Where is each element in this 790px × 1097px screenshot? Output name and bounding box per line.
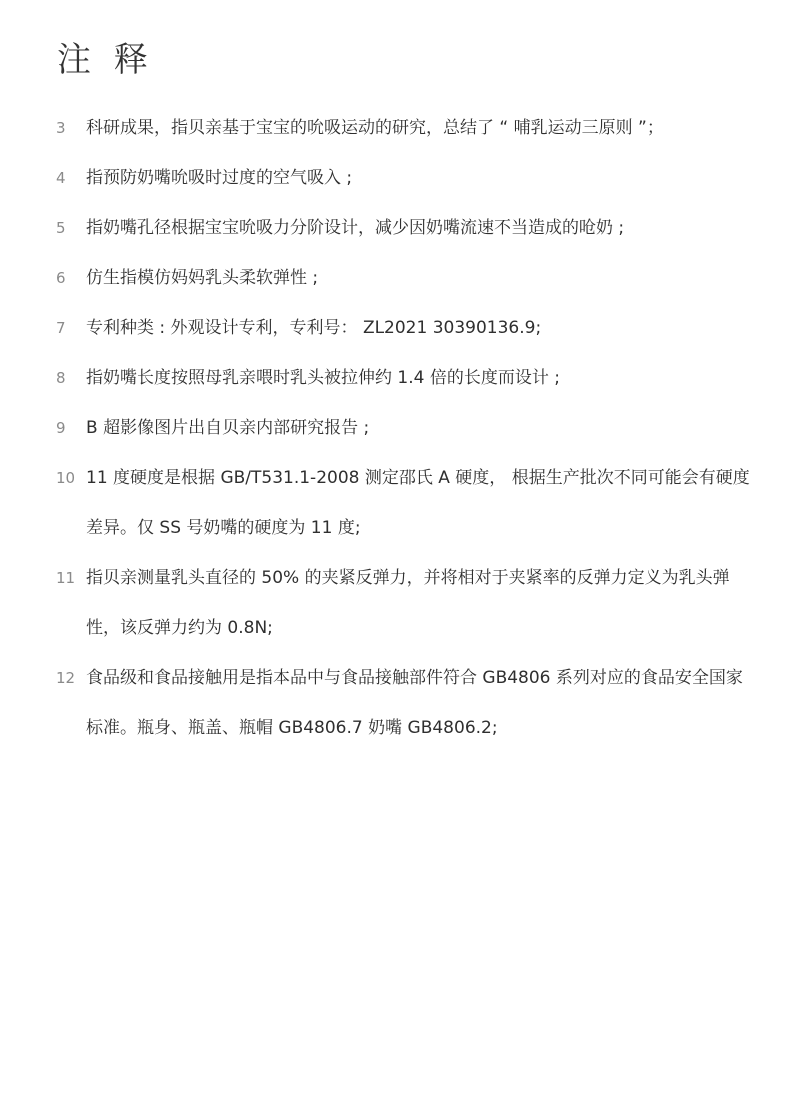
note-item <box>0 353 790 403</box>
note-item <box>0 453 790 553</box>
note-text: 指奶嘴孔径根据宝宝吮吸力分阶设计，减少因奶嘴流速不当造成的呛奶 ; <box>86 218 625 238</box>
note-number: 3 <box>56 119 66 137</box>
note-text: 食品级和食品接触用是指本品中与食品接触部件符合 GB4806 系列对应的食品安全国家标准。瓶身、瓶盖、瓶帽 GB4806.7 奶嘴 GB4806.2; <box>86 668 743 738</box>
note-item <box>0 553 790 653</box>
note-number: 5 <box>56 219 66 237</box>
note-text: 专利种类 : 外观设计专利，专利号： ZL2021 30390136.9; <box>86 318 542 338</box>
note-number: 7 <box>56 319 66 337</box>
note-item <box>0 403 790 453</box>
note-number: 6 <box>56 269 66 287</box>
note-text: 科研成果，指贝亲基于宝宝的吮吸运动的研究，总结了 “ 哺乳运动三原则 ”； <box>86 118 664 138</box>
note-text: 11 度硬度是根据 GB/T531.1-2008 测定邵氏 A 硬度， 根据生产批次不同可能会有硬度差异。仅 SS 号奶嘴的硬度为 11 度; <box>86 468 750 538</box>
note-text: 仿生指模仿妈妈乳头柔软弹性 ; <box>86 268 319 288</box>
note-number: 8 <box>56 369 66 387</box>
note-number: 12 <box>56 669 76 687</box>
note-item <box>0 303 790 353</box>
note-item <box>0 153 790 203</box>
note-number: 4 <box>56 169 66 187</box>
note-text: 指奶嘴长度按照母乳亲喂时乳头被拉伸约 1.4 倍的长度而设计 ; <box>86 368 560 388</box>
note-text: 指贝亲测量乳头直径的 50% 的夹紧反弹力，并将相对于夹紧率的反弹力定义为乳头弹性，该反弹力约为 0.8N; <box>86 568 730 638</box>
note-text: 指预防奶嘴吮吸时过度的空气吸入 ; <box>86 168 353 188</box>
note-item <box>0 653 790 753</box>
note-item <box>0 203 790 253</box>
page-title: 注 释 <box>57 40 154 80</box>
note-text: B 超影像图片出自贝亲内部研究报告 ; <box>86 418 370 438</box>
note-number: 10 <box>56 469 76 487</box>
note-number: 9 <box>56 419 66 437</box>
note-item <box>0 253 790 303</box>
note-item <box>0 103 790 153</box>
note-number: 11 <box>56 569 76 587</box>
notes-list <box>0 103 790 753</box>
